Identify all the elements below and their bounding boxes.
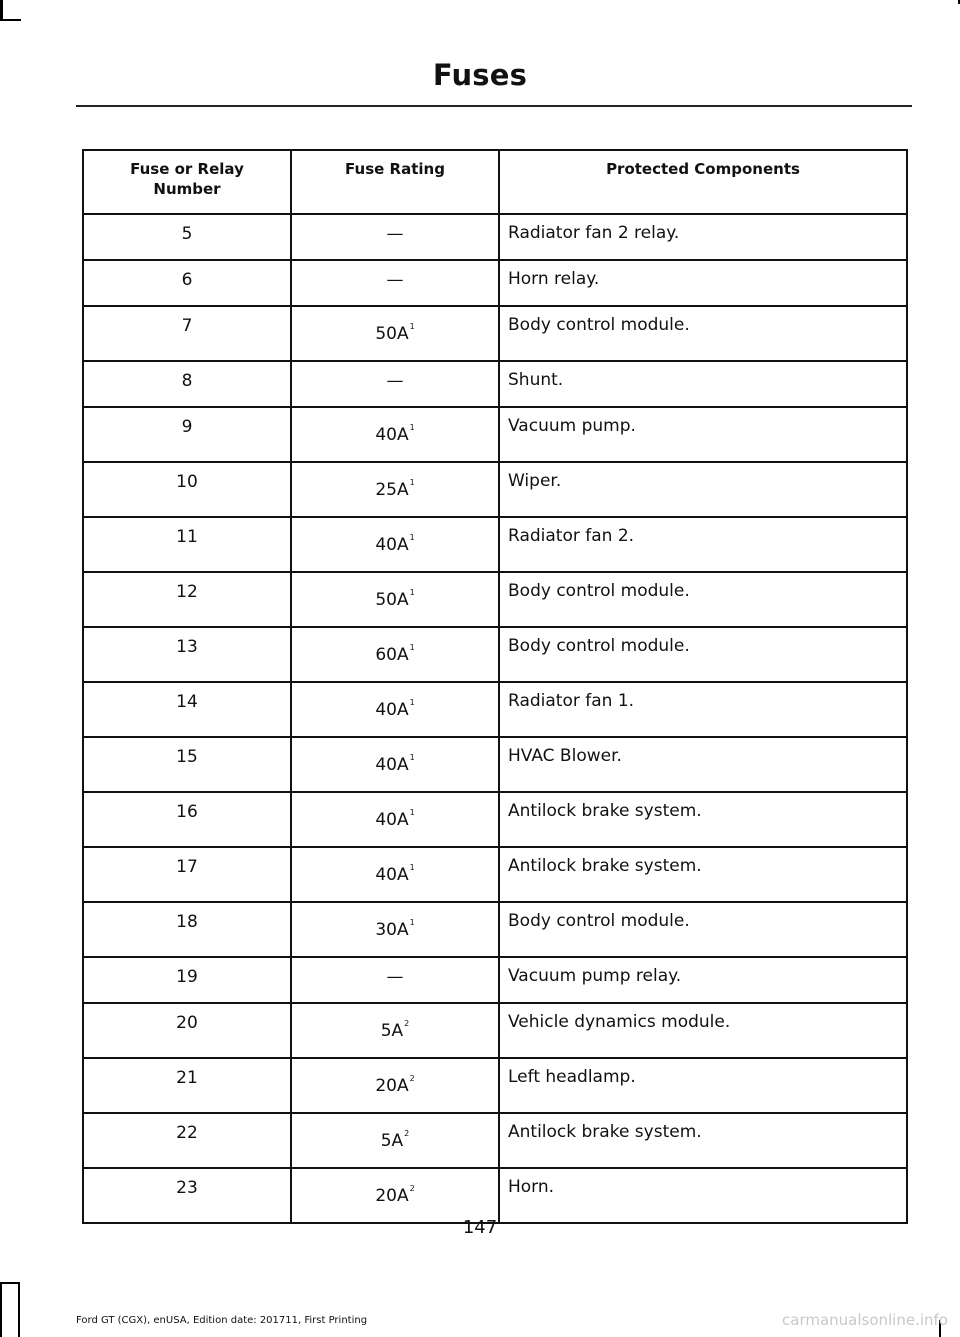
fuse-rating-value: 5A (380, 1020, 404, 1041)
footnote-marker: 2 (409, 1183, 415, 1193)
fuse-rating-value: — (386, 371, 404, 391)
footnote-marker: 1 (409, 807, 415, 817)
table-row (83, 682, 907, 737)
crop-mark-top-left-h (0, 19, 21, 21)
protected-component-cell: Antilock brake system. (499, 847, 907, 902)
protected-component-cell: Body control module. (499, 572, 907, 627)
footnote-marker: 1 (409, 532, 415, 542)
fuse-rating-value: 40A (375, 754, 409, 775)
footnote-marker: 1 (409, 752, 415, 762)
page-number: 147 (462, 1217, 498, 1238)
footnote-marker: 1 (409, 917, 415, 927)
fuse-rating-value: — (386, 224, 404, 244)
fuse-table-body (83, 214, 907, 1223)
fuse-rating-cell (291, 737, 499, 792)
fuse-rating-cell (291, 902, 499, 957)
fuse-rating-value: 60A (375, 644, 409, 665)
table-row (83, 847, 907, 902)
footnote-marker: 1 (409, 697, 415, 707)
protected-component-cell: Radiator fan 1. (499, 682, 907, 737)
footnote-marker: 1 (409, 587, 415, 597)
fuse-rating-value: — (386, 967, 404, 987)
footnote-marker: 1 (409, 477, 415, 487)
fuse-rating-value: 20A (375, 1075, 409, 1096)
protected-component-cell: Antilock brake system. (499, 1113, 907, 1168)
table-row (83, 902, 907, 957)
fuse-rating-value: 40A (375, 534, 409, 555)
protected-component-cell: Wiper. (499, 462, 907, 517)
fuse-rating-cell (291, 214, 499, 260)
protected-component-cell: Horn relay. (499, 260, 907, 306)
table-row (83, 517, 907, 572)
fuse-rating-cell (291, 306, 499, 361)
protected-component-cell: Radiator fan 2. (499, 517, 907, 572)
table-row (83, 260, 907, 306)
fuse-rating-value: 5A (380, 1130, 404, 1151)
protected-component-cell: Radiator fan 2 relay. (499, 214, 907, 260)
fuse-rating-value: 25A (375, 479, 409, 500)
protected-component-cell: Horn. (499, 1168, 907, 1223)
fuse-number-cell: 16 (83, 792, 291, 847)
fuse-number-cell: 17 (83, 847, 291, 902)
edition-footer: Ford GT (CGX), enUSA, Edition date: 201711, First Printing (76, 1315, 368, 1326)
fuse-rating-cell (291, 1168, 499, 1223)
footnote-marker: 2 (404, 1018, 410, 1028)
table-header-row (83, 150, 907, 214)
protected-component-cell: Body control module. (499, 627, 907, 682)
fuse-rating-value: 40A (375, 864, 409, 885)
fuse-number-cell: 9 (83, 407, 291, 462)
footnote-marker: 1 (409, 422, 415, 432)
table-row (83, 1113, 907, 1168)
table-row (83, 407, 907, 462)
fuse-rating-value: 50A (375, 323, 409, 344)
fuse-rating-value: 40A (375, 699, 409, 720)
fuse-number-cell: 6 (83, 260, 291, 306)
fuse-rating-cell (291, 957, 499, 1003)
footnote-marker: 1 (409, 642, 415, 652)
protected-component-cell: HVAC Blower. (499, 737, 907, 792)
fuse-table (82, 149, 908, 1224)
fuse-rating-value: 20A (375, 1185, 409, 1206)
fuse-rating-cell (291, 1003, 499, 1058)
crop-mark-bottom-left-h (0, 1282, 18, 1284)
fuse-rating-cell (291, 682, 499, 737)
fuse-number-cell: 22 (83, 1113, 291, 1168)
fuse-number-cell: 18 (83, 902, 291, 957)
table-row (83, 627, 907, 682)
fuse-rating-cell (291, 847, 499, 902)
fuse-rating-cell (291, 792, 499, 847)
table-row (83, 1058, 907, 1113)
protected-component-cell: Shunt. (499, 361, 907, 407)
fuse-number-cell: 10 (83, 462, 291, 517)
crop-mark-bottom-left (0, 1283, 2, 1337)
protected-component-cell: Body control module. (499, 902, 907, 957)
table-row (83, 957, 907, 1003)
table-row (83, 737, 907, 792)
table-row (83, 792, 907, 847)
fuse-rating-cell (291, 517, 499, 572)
watermark: carmanualsonline.info (782, 1311, 948, 1329)
fuse-number-cell: 15 (83, 737, 291, 792)
fuse-number-cell: 19 (83, 957, 291, 1003)
column-header-rating: Fuse Rating (291, 150, 499, 214)
fuse-rating-value: — (386, 270, 404, 290)
fuse-rating-cell (291, 407, 499, 462)
fuse-number-cell: 11 (83, 517, 291, 572)
fuse-rating-cell (291, 627, 499, 682)
crop-mark-top-left (0, 0, 3, 21)
fuse-number-cell: 13 (83, 627, 291, 682)
table-row (83, 306, 907, 361)
protected-component-cell: Vacuum pump relay. (499, 957, 907, 1003)
fuse-number-cell: 12 (83, 572, 291, 627)
protected-component-cell: Left headlamp. (499, 1058, 907, 1113)
table-row (83, 214, 907, 260)
protected-component-cell: Vacuum pump. (499, 407, 907, 462)
fuse-rating-cell (291, 462, 499, 517)
table-row (83, 361, 907, 407)
fuse-rating-value: 50A (375, 589, 409, 610)
table-row (83, 572, 907, 627)
footnote-marker: 2 (409, 1073, 415, 1083)
fuse-number-cell: 5 (83, 214, 291, 260)
fuse-rating-cell (291, 1058, 499, 1113)
table-row (83, 462, 907, 517)
title-divider (76, 105, 912, 107)
fuse-number-cell: 23 (83, 1168, 291, 1223)
table-row (83, 1168, 907, 1223)
footnote-marker: 2 (404, 1128, 410, 1138)
fuse-number-cell: 7 (83, 306, 291, 361)
fuse-number-cell: 21 (83, 1058, 291, 1113)
fuse-number-cell: 20 (83, 1003, 291, 1058)
footnote-marker: 1 (409, 862, 415, 872)
fuse-rating-value: 40A (375, 809, 409, 830)
protected-component-cell: Antilock brake system. (499, 792, 907, 847)
protected-component-cell: Body control module. (499, 306, 907, 361)
fuse-number-cell: 14 (83, 682, 291, 737)
crop-mark-bottom-left-inner (18, 1282, 20, 1337)
fuse-number-cell: 8 (83, 361, 291, 407)
footnote-marker: 1 (409, 321, 415, 331)
fuse-rating-cell (291, 572, 499, 627)
fuse-rating-value: 40A (375, 424, 409, 445)
column-header-components: Protected Components (499, 150, 907, 214)
page-title: Fuses (432, 58, 528, 92)
protected-component-cell: Vehicle dynamics module. (499, 1003, 907, 1058)
fuse-rating-cell (291, 1113, 499, 1168)
fuse-rating-cell (291, 260, 499, 306)
table-row (83, 1003, 907, 1058)
column-header-number: Fuse or Relay Number (83, 150, 291, 214)
fuse-rating-cell (291, 361, 499, 407)
fuse-rating-value: 30A (375, 919, 409, 940)
